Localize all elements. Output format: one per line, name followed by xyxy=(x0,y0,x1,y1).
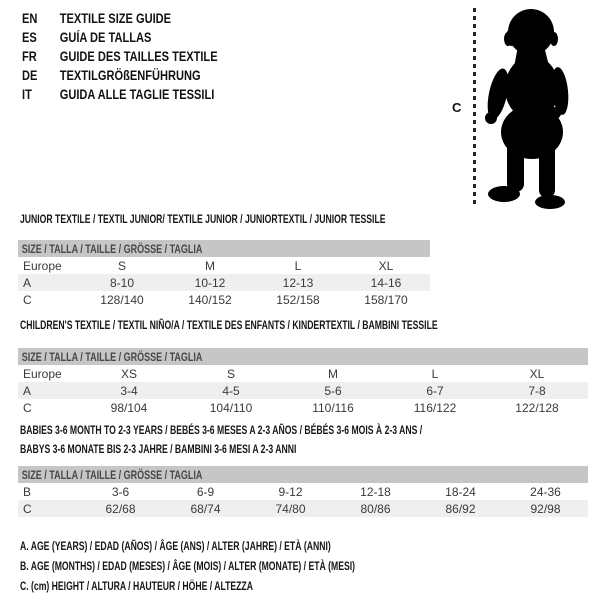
row-label: C xyxy=(23,501,32,516)
table-cell: 7-8 xyxy=(528,383,546,398)
baby-silhouette-icon xyxy=(482,6,582,210)
table-cell: 110/116 xyxy=(312,400,354,415)
row-label: A xyxy=(23,275,32,290)
section-heading-babies xyxy=(20,421,422,459)
table-cell: 24-36 xyxy=(530,484,561,499)
table-cell: L xyxy=(294,258,302,273)
table-cell: 80/86 xyxy=(360,501,391,516)
table-cell: 3-6 xyxy=(111,484,130,499)
table-row xyxy=(18,257,430,274)
size-header-label: SIZE / TALLA / TAILLE / GRÖSSE / TAGLIA xyxy=(21,349,203,364)
table-row xyxy=(18,399,588,416)
table-row xyxy=(18,500,588,517)
table-cell: 86/92 xyxy=(445,501,476,516)
row-label: C xyxy=(23,400,32,415)
table-cell: 158/170 xyxy=(364,292,408,307)
table-cell: 122/128 xyxy=(515,400,559,415)
language-code: ES xyxy=(22,30,37,45)
table-cell: L xyxy=(431,366,439,381)
table-cell: 9-12 xyxy=(278,484,303,499)
row-label: Europe xyxy=(23,366,62,381)
size-header-bar xyxy=(18,348,588,365)
language-title: GUÍA DE TALLAS xyxy=(59,30,152,45)
language-row xyxy=(22,49,218,68)
table-cell: 140/152 xyxy=(188,292,232,307)
table-cell: XL xyxy=(378,258,394,273)
table-cell: 104/110 xyxy=(209,400,253,415)
language-row xyxy=(22,11,218,30)
table-cell: 5-6 xyxy=(324,383,342,398)
dashed-height-line-icon xyxy=(473,8,476,206)
table-row xyxy=(18,274,430,291)
language-title: GUIDE DES TAILLES TEXTILE xyxy=(59,49,218,64)
language-code: EN xyxy=(22,11,38,26)
table-cell: S xyxy=(117,258,126,273)
size-table-babies xyxy=(18,466,588,517)
footnote-line: B. AGE (MONTHS) / EDAD (MESES) / ÂGE (MOIS) / ALTER (MONATE) / ETÀ (MESI) xyxy=(20,559,356,573)
size-header-label: SIZE / TALLA / TAILLE / GRÖSSE / TAGLIA xyxy=(21,467,203,482)
language-title: TEXTILE SIZE GUIDE xyxy=(59,11,172,26)
height-measure-label: C xyxy=(452,100,462,115)
table-cell: 8-10 xyxy=(109,275,135,290)
section-heading-line: JUNIOR TEXTILE / TEXTIL JUNIOR/ TEXTILE JUNIOR / JUNIORTEXTIL / JUNIOR TESSILE xyxy=(20,212,386,226)
language-row xyxy=(22,30,218,49)
row-label: A xyxy=(23,383,32,398)
table-cell: 12-18 xyxy=(360,484,391,499)
table-cell: S xyxy=(226,366,235,381)
section-heading-junior xyxy=(20,210,385,229)
table-cell: 12-13 xyxy=(282,275,314,290)
language-row xyxy=(22,68,218,87)
size-table-junior xyxy=(18,240,430,308)
size-table-body xyxy=(18,365,588,416)
language-title: GUIDA ALLE TAGLIE TESSILI xyxy=(59,87,215,102)
table-cell: 14-16 xyxy=(370,275,402,290)
row-label: C xyxy=(23,292,32,307)
footnote-line: A. AGE (YEARS) / EDAD (AÑOS) / ÂGE (ANS) / ALTER (JAHRE) / ETÀ (ANNI) xyxy=(20,539,331,553)
size-header-label: SIZE / TALLA / TAILLE / GRÖSSE / TAGLIA xyxy=(21,241,203,256)
table-row xyxy=(18,483,588,500)
section-heading-line: CHILDREN'S TEXTILE / TEXTIL NIÑO/A / TEXTILE DES ENFANTS / KINDERTEXTIL / BAMBINI TESSILE xyxy=(20,318,438,332)
size-table-children xyxy=(18,348,588,416)
language-code: FR xyxy=(22,49,37,64)
section-heading-line: BABYS 3-6 MONATE BIS 2-3 JAHRE / BAMBINI 3-6 MESI A 2-3 ANNI xyxy=(20,442,297,456)
table-cell: 6-9 xyxy=(196,484,215,499)
table-cell: 152/158 xyxy=(276,292,320,307)
table-row xyxy=(18,382,588,399)
table-cell: 6-7 xyxy=(426,383,444,398)
row-label: B xyxy=(23,484,32,499)
size-header-bar xyxy=(18,240,430,257)
table-cell: 68/74 xyxy=(190,501,221,516)
language-code: DE xyxy=(22,68,38,83)
table-cell: 62/68 xyxy=(105,501,136,516)
table-cell: 116/122 xyxy=(413,400,457,415)
table-cell: M xyxy=(328,366,338,381)
table-cell: 98/104 xyxy=(110,400,148,415)
table-cell: 4-5 xyxy=(222,383,240,398)
table-cell: XL xyxy=(529,366,545,381)
table-cell: 3-4 xyxy=(120,383,138,398)
row-label: Europe xyxy=(23,258,62,273)
size-table-body xyxy=(18,483,588,517)
size-header-bar xyxy=(18,466,588,483)
table-cell: XS xyxy=(120,366,137,381)
size-table-body xyxy=(18,257,430,308)
table-cell: 74/80 xyxy=(275,501,306,516)
section-heading-children xyxy=(20,316,438,335)
language-title-list xyxy=(22,11,261,106)
section-heading-line: BABIES 3-6 MONTH TO 2-3 YEARS / BEBÉS 3-6 MESES A 2-3 AÑOS / BÉBÉS 3-6 MOIS À 2-3 ANS / xyxy=(20,423,423,437)
language-row xyxy=(22,87,218,106)
footnote-line: C. (cm) HEIGHT / ALTURA / HAUTEUR / HÖHE / ALTEZZA xyxy=(20,579,253,593)
table-cell: 10-12 xyxy=(194,275,226,290)
footnote-legend xyxy=(20,536,485,596)
language-title: TEXTILGRÖßENFÜHRUNG xyxy=(59,68,201,83)
table-cell: 92/98 xyxy=(530,501,561,516)
table-cell: 128/140 xyxy=(100,292,144,307)
table-row xyxy=(18,365,588,382)
table-cell: 18-24 xyxy=(445,484,476,499)
table-row xyxy=(18,291,430,308)
table-cell: M xyxy=(205,258,215,273)
language-code: IT xyxy=(22,87,32,102)
